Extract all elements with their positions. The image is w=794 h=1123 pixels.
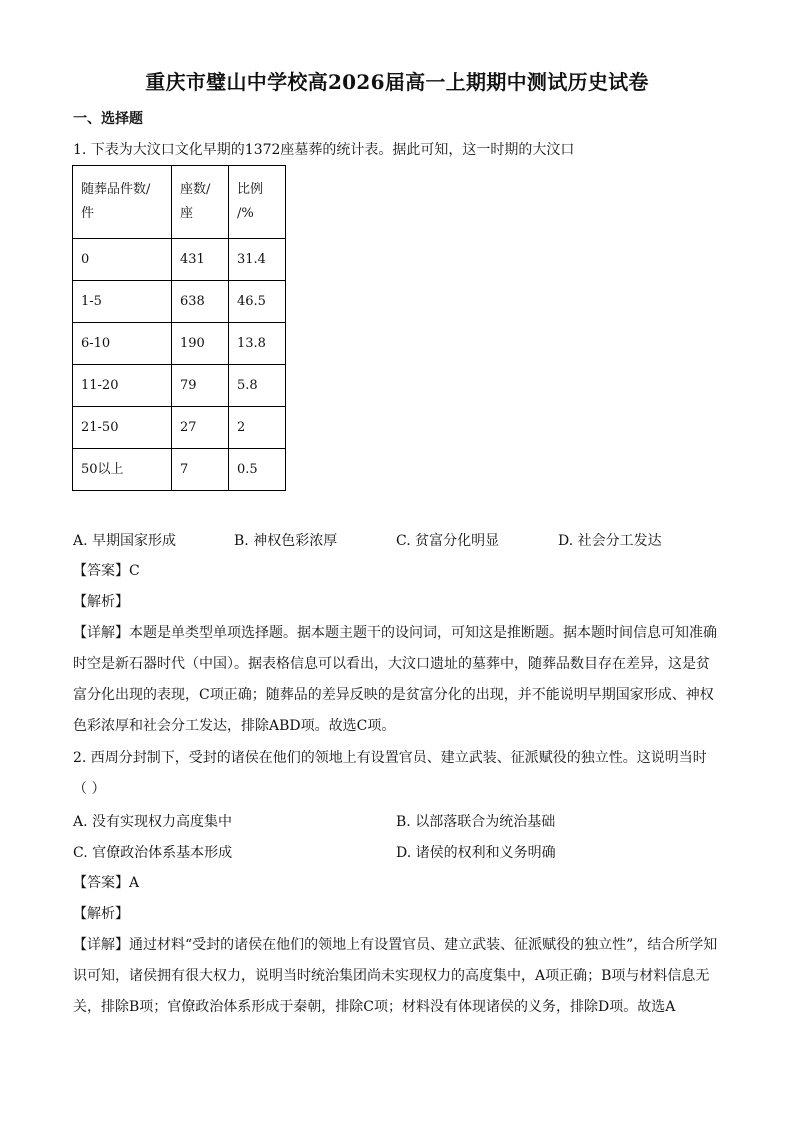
question-2-detail-line: 关，排除B项；官僚政治体系形成于秦朝，排除C项；材料没有体现诸侯的义务，排除D项。故选A xyxy=(73,999,676,1015)
table-header-cell: 比例 /% xyxy=(229,166,286,239)
question-2-option-b: B. 以部落联合为统治基础 xyxy=(396,814,556,830)
table-cell: 0 xyxy=(73,239,172,281)
table-header-cell: 随葬品件数/ 件 xyxy=(73,166,172,239)
question-2-detail-line: 【详解】通过材料“受封的诸侯在他们的领地上有设置官员、建立武装、征派赋役的独立性”，结合所学知 xyxy=(73,937,718,953)
question-2-stem-line: 2. 西周分封制下，受封的诸侯在他们的领地上有设置官员、建立武装、征派赋役的独立性。这说明当时 xyxy=(73,750,707,766)
question-1-detail-line: 富分化出现的表现，C项正确；随葬品的差异反映的是贫富分化的出现，并不能说明早期国家形成、神权 xyxy=(73,687,714,703)
table-row xyxy=(73,407,286,449)
table-cell: 11-20 xyxy=(73,365,172,407)
table-cell: 79 xyxy=(172,365,229,407)
question-2-stem-line: （ ） xyxy=(73,781,106,797)
question-2-option-a: A. 没有实现权力高度集中 xyxy=(73,814,233,830)
table-row xyxy=(73,365,286,407)
table-cell: 6-10 xyxy=(73,323,172,365)
table-row xyxy=(73,449,286,491)
table-row xyxy=(73,281,286,323)
question-1-option-d: D. 社会分工发达 xyxy=(558,533,662,549)
table-cell: 13.8 xyxy=(229,323,286,365)
table-row xyxy=(73,323,286,365)
table-cell: 431 xyxy=(172,239,229,281)
question-1-detail-line: 时空是新石器时代（中国）。据表格信息可以看出，大汶口遗址的墓葬中，随葬品数目存在差异，这是贫 xyxy=(73,656,710,672)
question-2-option-d: D. 诸侯的权利和义务明确 xyxy=(396,845,556,861)
question-1-stem: 1. 下表为大汶口文化早期的1372座墓葬的统计表。据此可知，这一时期的大汶口 xyxy=(73,142,575,158)
question-1-option-c: C. 贫富分化明显 xyxy=(396,533,500,549)
table-cell: 1-5 xyxy=(73,281,172,323)
table-row xyxy=(73,239,286,281)
table-cell: 31.4 xyxy=(229,239,286,281)
question-2-answer: 【答案】A xyxy=(73,875,140,891)
table-header-row xyxy=(73,166,286,239)
table-cell: 638 xyxy=(172,281,229,323)
section-heading: 一、选择题 xyxy=(73,111,143,127)
table-cell: 2 xyxy=(229,407,286,449)
table-cell: 5.8 xyxy=(229,365,286,407)
burial-statistics-table xyxy=(72,165,286,491)
question-2-option-c: C. 官僚政治体系基本形成 xyxy=(73,845,233,861)
question-1-analysis-label: 【解析】 xyxy=(73,594,129,610)
table-cell: 7 xyxy=(172,449,229,491)
table-cell: 190 xyxy=(172,323,229,365)
question-1-detail-line: 【详解】本题是单类型单项选择题。据本题主题干的设问词，可知这是推断题。据本题时间信息可知准确 xyxy=(73,625,717,641)
question-1-answer: 【答案】C xyxy=(73,563,140,579)
table-cell: 0.5 xyxy=(229,449,286,491)
question-1-detail-line: 色彩浓厚和社会分工发达，排除ABD项。故选C项。 xyxy=(73,718,396,734)
question-2-analysis-label: 【解析】 xyxy=(73,906,129,922)
table-cell: 50以上 xyxy=(73,449,172,491)
table-header-cell: 座数/ 座 xyxy=(172,166,229,239)
question-1-option-b: B. 神权色彩浓厚 xyxy=(234,533,338,549)
table-cell: 46.5 xyxy=(229,281,286,323)
page-title: 重庆市璧山中学校高2026届高一上期期中测试历史试卷 xyxy=(145,70,649,94)
question-1-option-a: A. 早期国家形成 xyxy=(73,533,177,549)
question-2-detail-line: 识可知，诸侯拥有很大权力，说明当时统治集团尚未实现权力的高度集中，A项正确；B项与材料信息无 xyxy=(73,968,710,984)
table-cell: 27 xyxy=(172,407,229,449)
table-cell: 21-50 xyxy=(73,407,172,449)
